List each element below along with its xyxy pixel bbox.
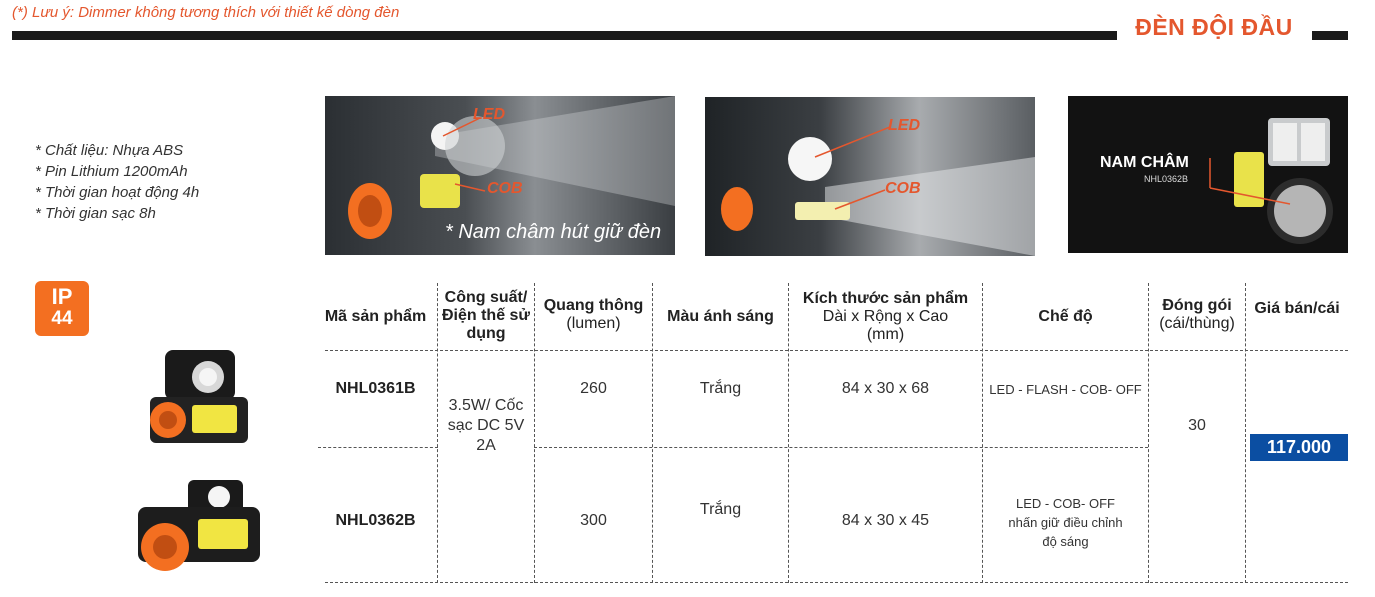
header-size-sub: Dài x Rộng x Cao: [822, 308, 949, 325]
spec-item: * Thời gian sạc 8h: [35, 205, 156, 222]
header-flux-label: Quang thông: [543, 297, 644, 314]
spec-item: * Pin Lithium 1200mAh: [35, 163, 188, 180]
row2-color: Trắng: [699, 501, 742, 518]
header-flux: [535, 297, 652, 333]
table-divider: [982, 283, 983, 583]
header-color: Màu ánh sáng: [667, 308, 774, 325]
cob-label: COB: [487, 180, 523, 197]
led-label: LED: [888, 117, 920, 134]
row1-flux: 260: [580, 380, 607, 397]
led-label: LED: [473, 106, 505, 123]
header-mode: Chế độ: [1038, 308, 1093, 325]
product-image-nhl0361b: [140, 345, 250, 455]
row-divider: [318, 447, 438, 448]
table-header-divider: [325, 350, 1348, 351]
header-pack-label: Đóng gói: [1162, 297, 1232, 314]
header-price: Giá bán/cái: [1254, 300, 1340, 317]
row2-mode: LED - COB- OFF nhấn giữ điều chỉnh độ sáng: [1008, 496, 1123, 549]
magnet-caption: * Nam châm hút giữ đèn: [445, 221, 662, 243]
header-size-label: Kích thước sản phẩm: [802, 290, 969, 307]
row2-flux: 300: [580, 512, 607, 529]
header-rule: [12, 31, 1117, 40]
headlamp-illustration: [1068, 96, 1348, 253]
header-size: [789, 290, 982, 344]
ip-number: 44: [51, 308, 73, 329]
product-photo-magnet: [325, 96, 675, 255]
header-size-unit: (mm): [866, 326, 905, 343]
product-photo-magnet-detail: [1068, 96, 1348, 253]
header-code: Mã sản phẩm: [324, 308, 427, 325]
row2-code: NHL0362B: [335, 512, 416, 529]
table-divider: [652, 283, 653, 583]
spec-list: [35, 140, 199, 224]
table-divider: [1245, 283, 1246, 583]
product-photo-beam: [705, 97, 1035, 256]
headlamp-illustration: [705, 97, 1035, 256]
page-title: ĐÈN ĐỘI ĐẦU: [1135, 14, 1293, 40]
row1-mode: LED - FLASH - COB- OFF: [989, 382, 1142, 397]
cob-label: COB: [885, 180, 921, 197]
row1-size: 84 x 30 x 68: [841, 380, 930, 397]
price-tag: 117.000: [1250, 434, 1348, 461]
header-pack-unit: (cái/thùng): [1159, 315, 1235, 332]
row1-color: Trắng: [699, 380, 742, 397]
header-pack: [1149, 297, 1245, 333]
ip-rating-badge: [35, 281, 89, 336]
compatibility-note: (*) Lưu ý: Dimmer không tương thích với thiết kế dòng đèn: [12, 4, 400, 21]
row2-size: 84 x 30 x 45: [841, 512, 930, 529]
ip-label: IP: [51, 284, 73, 309]
product-image-nhl0362b: [133, 475, 265, 580]
power-shared: 3.5W/ Cốc sạc DC 5V 2A: [447, 397, 525, 454]
row-divider: [534, 447, 1148, 448]
spec-item: * Chất liệu: Nhựa ABS: [35, 142, 184, 159]
spec-item: * Thời gian hoạt động 4h: [35, 184, 200, 201]
magnet-label: NAM CHÂM: [1100, 154, 1189, 171]
header-power: Công suất/ Điện thế sử dụng: [441, 289, 531, 342]
pack-shared: 30: [1188, 417, 1206, 434]
table-bottom-divider: [325, 582, 1348, 583]
header-rule-end: [1312, 31, 1348, 40]
header-flux-unit: (lumen): [566, 315, 621, 332]
model-label: NHL0362B: [1144, 174, 1189, 184]
row1-code: NHL0361B: [335, 380, 416, 397]
